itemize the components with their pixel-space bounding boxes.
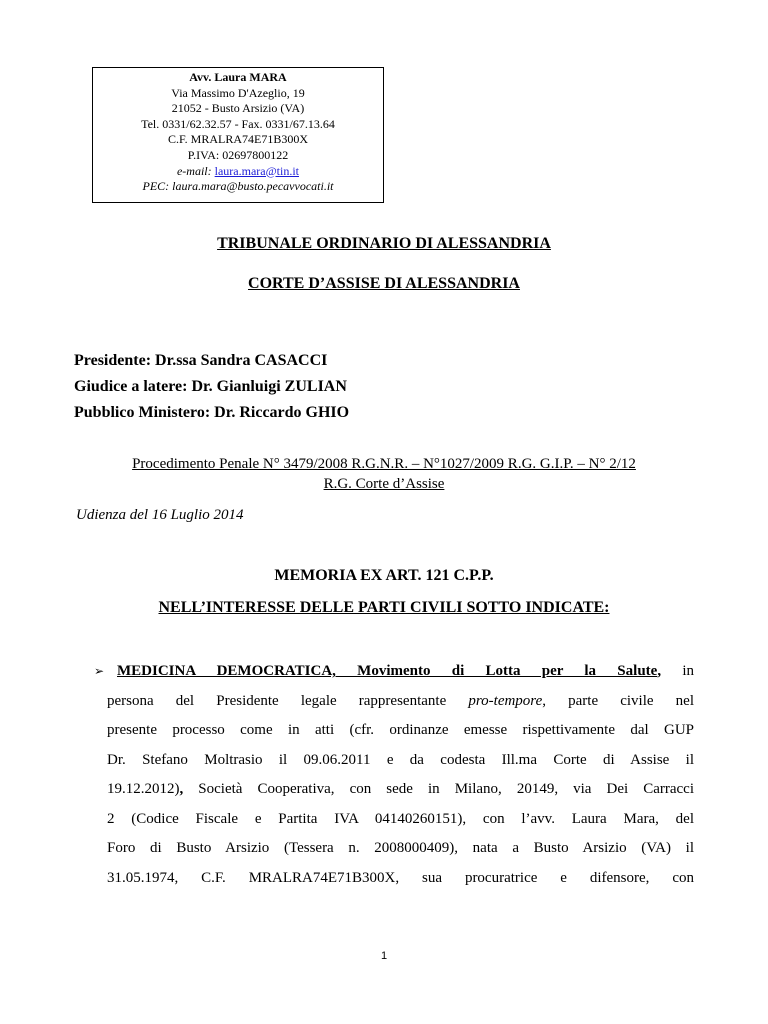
party-line-3: presente processo come in atti (cfr. ordinanze emesse rispettivamente dal GUP: [107, 722, 694, 738]
procedimento-line-1: Procedimento Penale N° 3479/2008 R.G.N.R. – N°1027/2009 R.G. G.I.P. – N° 2/12: [132, 456, 636, 472]
procedimento-line-2: R.G. Corte d’Assise: [323, 476, 445, 492]
judges-list: [74, 348, 349, 426]
party-paragraph: [107, 657, 694, 893]
party-line-4: Dr. Stefano Moltrasio il 09.06.2011 e da codesta Ill.ma Corte di Assise il: [107, 751, 694, 768]
page-number: 1: [380, 950, 388, 962]
lawyer-piva: P.IVA: 02697800122: [187, 147, 289, 162]
lawyer-city: 21052 - Busto Arsizio (VA): [171, 101, 305, 116]
lawyer-email-line: [93, 164, 383, 180]
presidente: Presidente: Dr.ssa Sandra CASACCI: [74, 352, 328, 369]
udienza-date: Udienza del 16 Luglio 2014: [76, 507, 244, 523]
lawyer-address: Via Massimo D'Azeglio, 19: [171, 85, 305, 100]
memoria-subtitle: NELL’INTERESSE DELLE PARTI CIVILI SOTTO INDICATE:: [158, 599, 610, 616]
email-link[interactable]: laura.mara@tin.it: [214, 163, 299, 178]
procedimento-reference: [74, 454, 694, 494]
party-line-1: MEDICINA DEMOCRATICA, Movimento di Lotta per la Salute, in: [117, 663, 695, 679]
bullet-arrow-icon: ➢: [94, 664, 105, 678]
party-line-6: 2 (Codice Fiscale e Partita IVA 04140260151), con l’avv. Laura Mara, del: [107, 810, 694, 827]
party-line-8: 31.05.1974, C.F. MRALRA74E71B300X, sua procuratrice e difensore, con: [107, 869, 694, 886]
party-name: MEDICINA DEMOCRATICA, Movimento di Lotta per la Salute: [117, 663, 658, 679]
email-label: e-mail:: [176, 163, 212, 178]
lawyer-name: Avv. Laura MARA: [189, 70, 287, 84]
corte-heading: CORTE D’ASSISE DI ALESSANDRIA: [248, 275, 520, 292]
lawyer-cf: C.F. MRALRA74E71B300X: [167, 132, 309, 147]
memoria-title: MEMORIA EX ART. 121 C.P.P.: [274, 567, 494, 584]
lawyer-phone: Tel. 0331/62.32.57 - Fax. 0331/67.13.64: [141, 116, 335, 131]
pubblico-ministero: Pubblico Ministero: Dr. Riccardo GHIO: [74, 404, 350, 421]
party-line-5: 19.12.2012), Società Cooperativa, con sede in Milano, 20149, via Dei Carracci: [107, 781, 694, 797]
party-line-2: persona del Presidente legale rappresentante pro-tempore, parte civile nel: [107, 692, 695, 709]
lawyer-pec: PEC: laura.mara@busto.pecavvocati.it: [142, 179, 334, 194]
giudice-a-latere: Giudice a latere: Dr. Gianluigi ZULIAN: [74, 378, 347, 395]
tribunale-heading: TRIBUNALE ORDINARIO DI ALESSANDRIA: [217, 235, 551, 252]
letterhead-box: [92, 67, 384, 203]
party-line-7: Foro di Busto Arsizio (Tessera n. 2008000409), nata a Busto Arsizio (VA) il: [107, 840, 694, 856]
